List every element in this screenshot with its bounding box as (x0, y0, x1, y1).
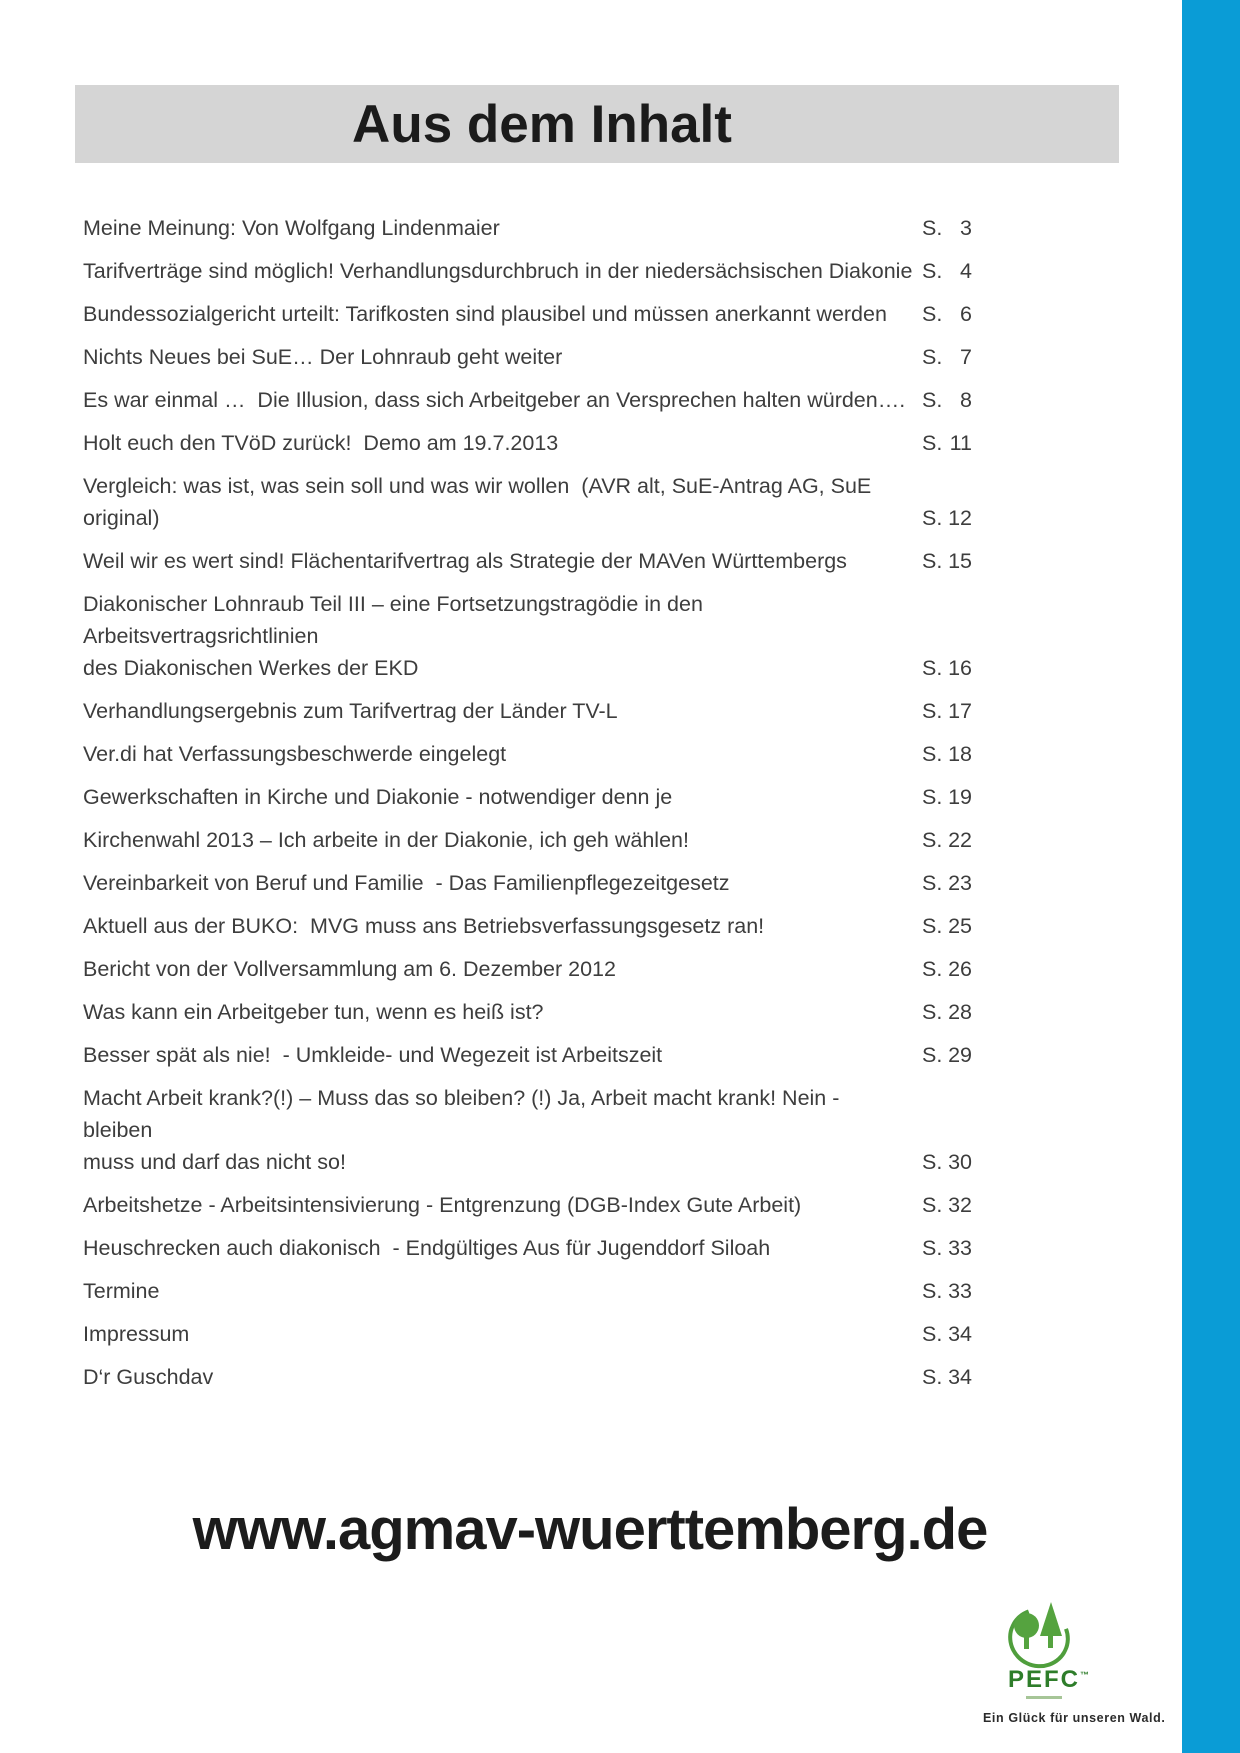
toc-page-prefix: S. (922, 828, 943, 852)
toc-row (83, 1361, 972, 1393)
tree-trunk (1024, 1636, 1029, 1649)
toc-item-page (922, 384, 972, 416)
toc-item-page (922, 502, 972, 534)
toc-item-title: Aktuell aus der BUKO: MVG muss ans Betriebsverfassungsgesetz ran! (83, 914, 765, 938)
toc-item-page (922, 341, 972, 373)
toc-row (83, 427, 972, 459)
toc-item-page (922, 1232, 972, 1264)
toc-page-prefix: S. (922, 656, 943, 680)
conifer-tree-icon (1040, 1602, 1062, 1636)
toc-item-page (922, 298, 972, 330)
toc-page-prefix: S. (922, 914, 943, 938)
toc-item-page (922, 545, 972, 577)
pefc-trees-icon (1006, 1600, 1072, 1666)
toc-item-title: Gewerkschaften in Kirche und Diakonie - notwendiger denn je (83, 785, 673, 809)
toc-page-prefix: S. (922, 549, 943, 573)
toc-row (83, 695, 972, 727)
toc-row (83, 298, 972, 330)
toc-row (83, 588, 972, 684)
toc-row (83, 470, 972, 534)
toc-item-title: Bericht von der Vollversammlung am 6. Dezember 2012 (83, 957, 616, 981)
pefc-certification-line (1026, 1696, 1062, 1699)
content-title-box (75, 85, 1119, 163)
toc-page-number: 34 (948, 1322, 972, 1346)
toc-page-number: 30 (948, 1150, 972, 1174)
toc-row (83, 910, 972, 942)
toc-page-prefix: S. (922, 1365, 943, 1389)
toc-item-page (922, 652, 972, 684)
toc-item-title: Nichts Neues bei SuE… Der Lohnraub geht weiter (83, 345, 563, 369)
toc-page-number: 32 (948, 1193, 972, 1217)
toc-page-prefix: S. (922, 431, 943, 455)
toc-row (83, 1082, 972, 1178)
toc-row (83, 824, 972, 856)
toc-page-number: 11 (949, 431, 972, 455)
toc-row (83, 1039, 972, 1071)
toc-item-title: Impressum (83, 1322, 190, 1346)
toc-item-page (922, 255, 972, 287)
right-accent-bar (1182, 0, 1240, 1753)
toc-page-number: 18 (948, 742, 972, 766)
toc-item-title: D‘r Guschdav (83, 1365, 214, 1389)
toc-item-page (922, 1361, 972, 1393)
toc-page-prefix: S. (922, 345, 943, 369)
toc-page-number: 7 (960, 345, 972, 369)
trademark-symbol: ™ (1080, 1670, 1090, 1680)
toc-page-prefix: S. (922, 216, 943, 240)
toc-page-number: 29 (948, 1043, 972, 1067)
toc-row (83, 1232, 972, 1264)
toc-page-prefix: S. (922, 785, 943, 809)
toc-item-title: Macht Arbeit krank?(!) – Muss das so bleiben? (!) Ja, Arbeit macht krank! Nein - bleiben muss und darf das nicht so! (83, 1086, 840, 1174)
toc-page-number: 33 (948, 1236, 972, 1260)
toc-page-prefix: S. (922, 742, 943, 766)
toc-page-number: 33 (948, 1279, 972, 1303)
toc-page-prefix: S. (922, 1236, 943, 1260)
toc-item-title: Arbeitshetze - Arbeitsintensivierung - Entgrenzung (DGB-Index Gute Arbeit) (83, 1193, 802, 1217)
toc-page-prefix: S. (922, 1193, 943, 1217)
toc-item-page (922, 1146, 972, 1178)
toc-item-title: Holt euch den TVöD zurück! Demo am 19.7.2013 (83, 431, 559, 455)
toc-page-number: 26 (948, 957, 972, 981)
toc-page-prefix: S. (922, 1043, 943, 1067)
toc-page-prefix: S. (922, 388, 943, 412)
toc-page-number: 23 (948, 871, 972, 895)
toc-item-page (922, 427, 972, 459)
toc-row (83, 738, 972, 770)
toc-row (83, 953, 972, 985)
toc-page-number: 17 (948, 699, 972, 723)
toc-page-prefix: S. (922, 1000, 943, 1024)
deciduous-tree-icon (1014, 1613, 1039, 1638)
toc-row (83, 996, 972, 1028)
toc-item-page (922, 781, 972, 813)
tree-trunk (1048, 1634, 1053, 1648)
toc-item-title: Was kann ein Arbeitgeber tun, wenn es heiß ist? (83, 1000, 544, 1024)
toc-item-title: Es war einmal … Die Illusion, dass sich Arbeitgeber an Versprechen halten würden…. (83, 388, 906, 412)
toc-item-title: Vereinbarkeit von Beruf und Familie - Das Familienpflegezeitgesetz (83, 871, 730, 895)
toc-item-title: Verhandlungsergebnis zum Tarifvertrag der Länder TV-L (83, 699, 618, 723)
toc-row (83, 1189, 972, 1221)
toc-item-page (922, 1275, 972, 1307)
toc-item-title: Heuschrecken auch diakonisch - Endgültiges Aus für Jugenddorf Siloah (83, 1236, 771, 1260)
toc-row (83, 341, 972, 373)
toc-page-prefix: S. (922, 1322, 943, 1346)
toc-item-page (922, 910, 972, 942)
toc-page-prefix: S. (922, 1279, 943, 1303)
page-title: Aus dem Inhalt (352, 94, 732, 154)
toc-item-title: Besser spät als nie! - Umkleide- und Wegezeit ist Arbeitszeit (83, 1043, 663, 1067)
toc-item-title: Termine (83, 1279, 160, 1303)
toc-item-page (922, 824, 972, 856)
toc-page-number: 8 (960, 388, 972, 412)
toc-page-prefix: S. (922, 699, 943, 723)
toc-item-page (922, 1318, 972, 1350)
toc-row (83, 255, 972, 287)
toc-row (83, 867, 972, 899)
toc-item-page (922, 996, 972, 1028)
toc-item-title: Ver.di hat Verfassungsbeschwerde eingelegt (83, 742, 507, 766)
toc-item-page (922, 695, 972, 727)
toc-item-page (922, 212, 972, 244)
toc-item-title: Vergleich: was ist, was sein soll und was wir wollen (AVR alt, SuE-Antrag AG, SuE original) (83, 474, 872, 530)
toc-row (83, 781, 972, 813)
toc-page-prefix: S. (922, 302, 943, 326)
toc-page-number: 6 (960, 302, 972, 326)
toc-page-number: 4 (960, 259, 972, 283)
toc-page-number: 19 (948, 785, 972, 809)
toc-item-title: Weil wir es wert sind! Flächentarifvertrag als Strategie der MAVen Württembergs (83, 549, 847, 573)
toc-page-number: 22 (948, 828, 972, 852)
toc-page-prefix: S. (922, 259, 943, 283)
toc-row (83, 1275, 972, 1307)
toc-page-number: 28 (948, 1000, 972, 1024)
toc-row (83, 384, 972, 416)
toc-item-page (922, 1189, 972, 1221)
toc-page-number: 15 (948, 549, 972, 573)
toc-page-prefix: S. (922, 506, 943, 530)
pefc-logo (950, 1600, 1166, 1750)
toc-page-number: 25 (948, 914, 972, 938)
toc-row (83, 212, 972, 244)
toc-page-number: 12 (948, 506, 972, 530)
toc-row (83, 1318, 972, 1350)
toc-list (83, 212, 972, 1404)
pefc-wordmark: PEFC™ (1008, 1666, 1090, 1693)
toc-item-title: Tarifverträge sind möglich! Verhandlungsdurchbruch in der niedersächsischen Diakonie (83, 259, 913, 283)
toc-page-number: 16 (948, 656, 972, 680)
toc-page-number: 3 (960, 216, 972, 240)
toc-page-prefix: S. (922, 957, 943, 981)
toc-page-prefix: S. (922, 871, 943, 895)
toc-item-page (922, 953, 972, 985)
toc-page-number: 34 (948, 1365, 972, 1389)
toc-item-title: Diakonischer Lohnraub Teil III – eine Fortsetzungstragödie in den Arbeitsvertragsrichtlinien des Diakonischen Werkes der EKD (83, 592, 703, 680)
toc-item-title: Kirchenwahl 2013 – Ich arbeite in der Diakonie, ich geh wählen! (83, 828, 689, 852)
toc-item-page (922, 738, 972, 770)
toc-item-title: Meine Meinung: Von Wolfgang Lindenmaier (83, 216, 500, 240)
toc-item-page (922, 867, 972, 899)
toc-item-title: Bundessozialgericht urteilt: Tarifkosten sind plausibel und müssen anerkannt werden (83, 302, 887, 326)
website-url[interactable]: www.agmav-wuerttemberg.de (192, 1497, 988, 1562)
toc-page-prefix: S. (922, 1150, 943, 1174)
toc-row (83, 545, 972, 577)
pefc-tagline: Ein Glück für unseren Wald. (983, 1711, 1166, 1725)
toc-item-page (922, 1039, 972, 1071)
